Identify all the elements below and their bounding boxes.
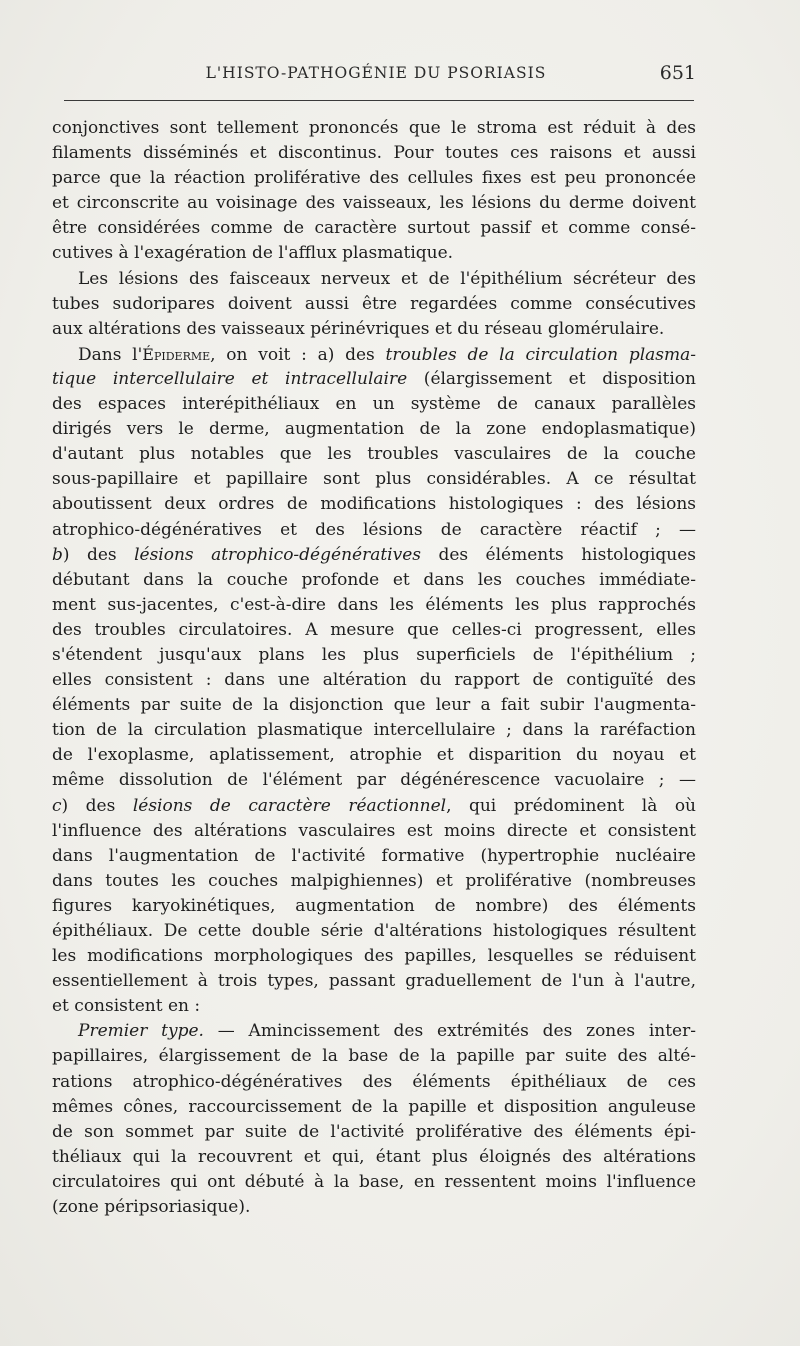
text-segment: débutant dans la couche profonde et dans les couches immédiate- [52, 569, 696, 590]
text-segment: — Amincissement des extrémités des zones inter- [203, 1021, 696, 1042]
text-segment: Dans l' [78, 344, 143, 365]
italic-text: troubles de la circulation plasma- [385, 344, 696, 365]
text-line [52, 342, 696, 367]
text-line [52, 944, 696, 969]
text-segment: ) des [62, 544, 135, 565]
text-line [52, 794, 696, 819]
text-segment: (élargissement et disposition [407, 368, 696, 389]
text-segment: atrophico-dégénératives et des lésions de caractère réactif ; — [52, 519, 696, 540]
text-line [52, 1145, 696, 1170]
text-segment: conjonctives sont tellement prononcés que le stroma est réduit à des [52, 118, 696, 138]
text-segment: l'influence des altérations vasculaires est moins directe et consistent [52, 820, 696, 841]
italic-text: c [52, 795, 62, 816]
text-line [52, 618, 696, 643]
text-segment: sous-papillaire et papillaire sont plus considérables. A ce résultat [52, 469, 696, 490]
text-segment: de son sommet par suite de l'activité proliférative des éléments épi- [52, 1121, 696, 1142]
text-line [52, 1044, 696, 1069]
italic-text: tique intercellulaire et intracellulaire [52, 368, 408, 389]
text-segment: Les lésions des faisceaux nerveux et de l'épithélium sécréteur des [78, 268, 696, 289]
text-line [52, 819, 696, 844]
text-segment: rations atrophico-dégénératives des éléments épithéliaux de ces [52, 1071, 696, 1092]
text-line [52, 141, 696, 166]
text-segment: parce que la réaction proliférative des cellules fixes est peu prononcée [52, 168, 696, 189]
text-line [52, 969, 696, 994]
text-segment: de l'exoplasme, aplatissement, atrophie et disparition du noyau et [52, 745, 696, 766]
text-segment: et consistent en : [52, 996, 201, 1017]
text-line [52, 417, 696, 442]
text-segment: des espaces interépithéliaux en un système de canaux parallèles [52, 394, 696, 415]
italic-text: lésions atrophico-dégénératives [134, 544, 421, 565]
text-segment: papillaires, élargissement de la base de la papille par suite des alté- [52, 1046, 696, 1067]
text-segment: mêmes cônes, raccourcissement de la papille et disposition anguleuse [52, 1096, 696, 1117]
text-line [52, 1070, 696, 1095]
text-segment: figures karyokinétiques, augmentation de nombre) des éléments [52, 895, 696, 916]
text-segment: dans l'augmentation de l'activité formative (hypertrophie nucléaire [52, 845, 696, 866]
header-rule [64, 100, 694, 101]
text-segment: aboutissent deux ordres de modifications histologiques : des lésions [52, 494, 696, 515]
text-line [52, 1095, 696, 1120]
text-segment: d'autant plus notables que les troubles vasculaires de la couche [52, 444, 696, 465]
text-line [52, 718, 696, 743]
text-line [52, 241, 696, 266]
page-number: 651 [659, 62, 696, 84]
text-line [52, 919, 696, 944]
text-line [52, 392, 696, 417]
text-line [52, 643, 696, 668]
text-segment: dirigés vers le derme, augmentation de la zone endoplasmatique) [52, 419, 696, 440]
text-segment: des éléments histologiques [421, 544, 696, 565]
text-segment: elles consistent : dans une altération du rapport de contiguïté des [52, 670, 696, 691]
text-segment: (zone péripsoriasique). [52, 1197, 251, 1218]
text-segment: et circonscrite au voisinage des vaisseaux, les lésions du derme doivent [52, 193, 696, 214]
text-line [52, 216, 696, 241]
text-line [52, 844, 696, 869]
text-line [52, 317, 696, 342]
text-line [52, 191, 696, 216]
italic-text: Premier type. [78, 1021, 204, 1042]
text-line [52, 292, 696, 317]
text-line [52, 1019, 696, 1044]
text-line [52, 166, 696, 191]
text-line [52, 116, 696, 141]
text-line [52, 1120, 696, 1145]
text-segment: s'étendent jusqu'aux plans les plus superficiels de l'épithélium ; [52, 644, 696, 665]
text-segment: les modifications morphologiques des papilles, lesquelles se réduisent [52, 946, 696, 967]
text-segment: tubes sudoripares doivent aussi être regardées comme consécutives [52, 293, 696, 314]
text-line [52, 267, 696, 292]
text-segment: ) des [61, 795, 133, 816]
text-line [52, 367, 696, 392]
text-line [52, 869, 696, 894]
text-line [52, 768, 696, 793]
text-line [52, 894, 696, 919]
italic-text: b [52, 544, 63, 565]
text-segment: ment sus-jacentes, c'est-à-dire dans les éléments les plus rapprochés [52, 594, 696, 615]
text-segment: , on voit : a) des [210, 344, 386, 365]
text-segment: cutives à l'exagération de l'afflux plasmatique. [52, 243, 454, 264]
text-segment: épithéliaux. De cette double série d'altérations histologiques résultent [52, 921, 696, 941]
text-line [52, 543, 696, 568]
text-segment: circulatoires qui ont débuté à la base, en ressentent moins l'influence [52, 1171, 696, 1192]
text-line [52, 442, 696, 467]
body-text [52, 116, 696, 1220]
text-segment: filaments disséminés et discontinus. Pour toutes ces raisons et aussi [52, 143, 696, 164]
text-line [52, 568, 696, 593]
text-line [52, 693, 696, 718]
text-line [52, 1170, 696, 1195]
running-title: L'HISTO-PATHOGÉNIE DU PSORIASIS [205, 64, 547, 82]
text-line [52, 1195, 696, 1220]
text-segment: , qui prédominent là où [446, 795, 696, 816]
text-segment: tion de la circulation plasmatique intercellulaire ; dans la raréfaction [52, 720, 696, 741]
text-segment: être considérées comme de caractère surtout passif et comme consé- [52, 218, 696, 239]
text-segment: des troubles circulatoires. A mesure que celles-ci progressent, elles [52, 619, 696, 640]
text-line [52, 994, 696, 1019]
small-caps-text: Épiderme [142, 344, 211, 364]
text-line [52, 668, 696, 693]
text-segment: dans toutes les couches malpighiennes) et proliférative (nombreuses [52, 870, 696, 891]
text-line [52, 492, 696, 517]
text-segment: éléments par suite de la disjonction que leur a fait subir l'augmenta- [52, 695, 696, 716]
text-line [52, 593, 696, 618]
text-segment: essentiellement à trois types, passant graduellement de l'un à l'autre, [52, 971, 696, 992]
text-segment: même dissolution de l'élément par dégénérescence vacuolaire ; — [52, 770, 696, 791]
italic-text: lésions de caractère réactionnel [132, 795, 447, 816]
text-segment: aux altérations des vaisseaux périnévriques et du réseau glomérulaire. [52, 318, 665, 339]
text-segment: théliaux qui la recouvrent et qui, étant plus éloignés des altérations [52, 1146, 696, 1167]
text-line [52, 743, 696, 768]
page-header [62, 62, 696, 88]
text-line [52, 467, 696, 492]
text-line [52, 518, 696, 543]
